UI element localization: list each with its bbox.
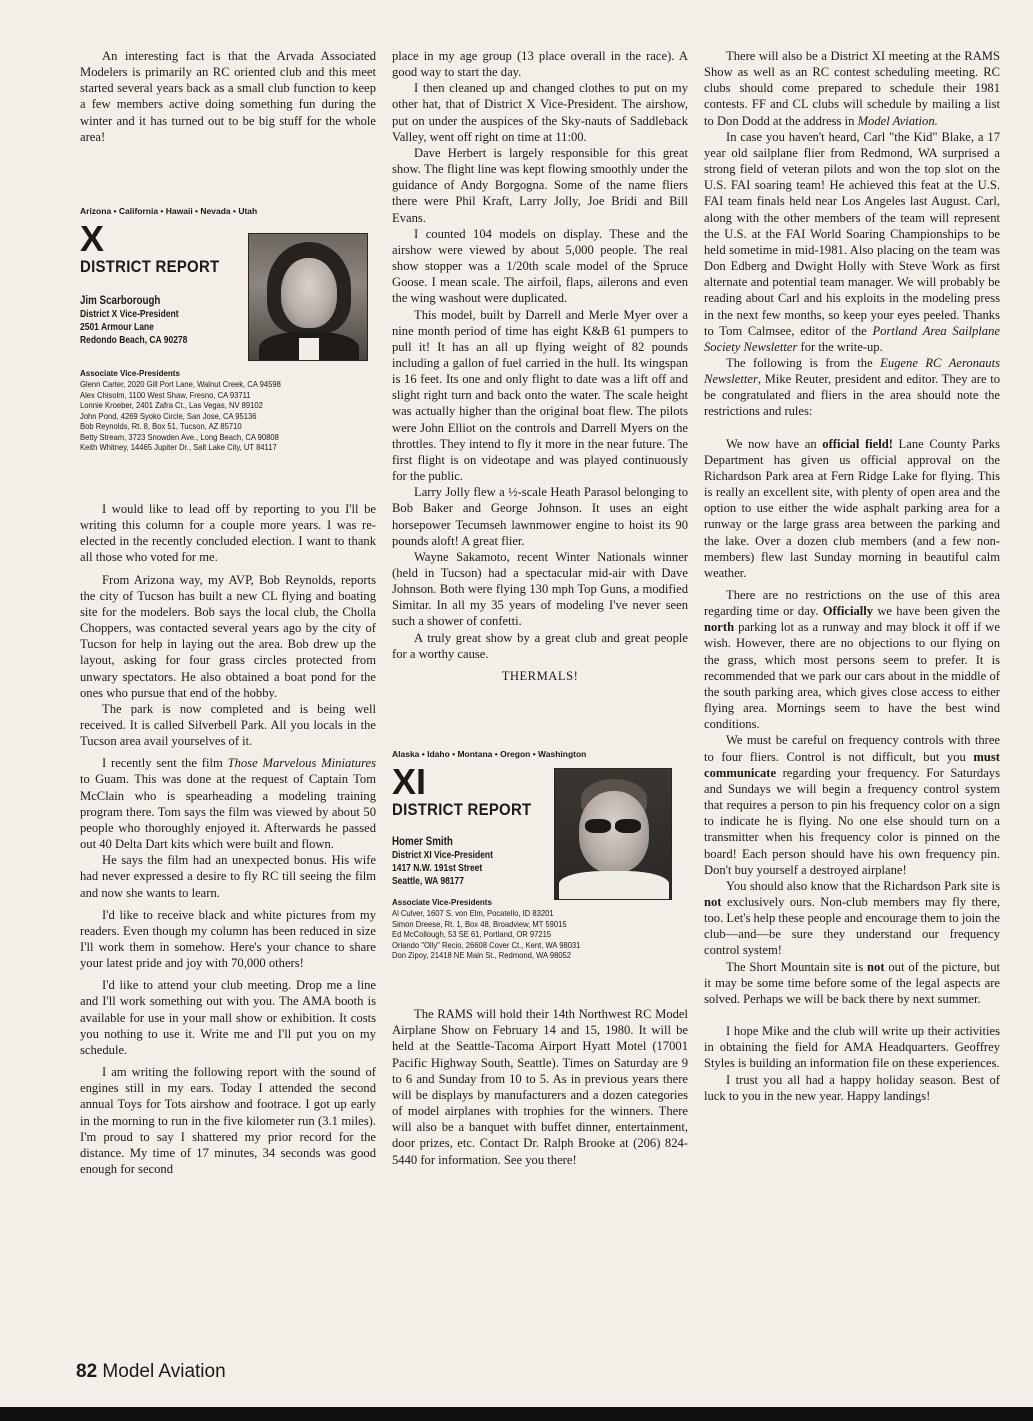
body-paragraph: The following is from the Eugene RC Aeronauts Newsletter, Mike Reuter, president and editor. They are to be congratulated and fliers in the area should note the restrictions and rules:: [704, 355, 1000, 419]
body-paragraph: I am writing the following report with the sound of engines still in my ears. Today I attended the second annual Toys for Tots airshow and footrace. I got up early in the morning to run in the five kilometer run (3.1 miles). I'm proud to say I shattered my prior record for the distance. My time of 17 minutes, 34 seconds was good enough for second: [80, 1065, 376, 1177]
district-x-states: Arizona • California • Hawaii • Nevada • Utah: [80, 205, 258, 216]
page-number: 82: [76, 1361, 98, 1382]
district-x-avp: Lonnie Kroeber, 2401 Zafra Ct., Las Vegas, NV 89102: [80, 400, 263, 411]
body-paragraph: place in my age group (13 place overall in the race). A good way to start the day.: [392, 49, 688, 80]
body-paragraph: I counted 104 models on display. These and the airshow were viewed by about 5,000 people. The real show stopper was a 1/20th scale model of the Spruce Goose. I mean scale. The airfoil, flaps, ailerons and even the wing washout were duplicated.: [392, 226, 688, 306]
body-paragraph: From Arizona way, my AVP, Bob Reynolds, reports the city of Tucson has built a new CL flying and boating site for the modelers. Bob says the local club, the Cholla Choppers, was contacted several years ago by the city of Tucson for help in laying out the area. Bob drew up the layout, asking for four grass circles protected from unwary spectators. He also obtained a boat pond for the ones who pursue that end of the hobby.: [80, 572, 376, 700]
district-x-number: X: [80, 218, 105, 260]
district-x-vp-addr1: 2501 Armour Lane: [80, 322, 154, 334]
district-xi-avp: Simon Dreese, Rt. 1, Box 48, Broadview, MT 59015: [392, 918, 567, 929]
body-paragraph: This model, built by Darrell and Merle Myer over a nine month period of time has eight K&B 61 pumpers to pull it! It has an all up flying weight of 82 pounds including a gallon of fuel carried in the hull. Its wingspan is 16 feet. Its one and only flight to date was a lift off and slight right turn and back onto the water. The scale height was actually higher than the original boat flew. The pilots were John Elliot on the controls and Darrell Myers on the throttles. They intend to fly it more in the near future. The first flight is on videotape and was played continuously for the public.: [392, 307, 688, 484]
body-paragraph: I then cleaned up and changed clothes to put on my other hat, that of District X Vice-President. The airshow, put on under the auspices of the Sky-nauts of Saddleback Valley, went off right on time at 11:00.: [392, 81, 688, 144]
body-paragraph: A truly great show by a great club and great people for a worthy cause.: [392, 630, 688, 661]
body-paragraph: We now have an official field! Lane County Parks Department has given us official approval on the Richardson Park area at Fern Ridge Lake for flying. This is really an excellent site, with plenty of open area and the option to use either the wide asphalt parking area for a runway or the large grass area between the parking and the lake. Over a dozen club members (and a few non-members) flew last Sunday morning in beautiful calm weather.: [704, 436, 1001, 580]
film-title: Those Marvelous Miniatures: [227, 756, 376, 771]
body-paragraph: I recently sent the film Those Marvelous Miniatures to Guam. This was done at the request of Captain Tom McClain who is spearheading a modeling training program there. Tom says the film was viewed by about 50 people who thoroughly enjoyed it. Afterwards he passed out 40 Delta Dart kits which were built and flown.: [80, 756, 376, 852]
district-x-avp: Betty Stream, 3723 Snowden Ave., Long Beach, CA 90808: [80, 431, 279, 442]
district-x-header: [80, 203, 376, 485]
body-paragraph: The RAMS will hold their 14th Northwest RC Model Airplane Show on February 14 and 15, 1980. It will be held at the Seattle-Tacoma Airport Hyatt Motel (17001 Pacific Highway South, Seattle). Times on Saturday are 9 to 6 and Sunday from 10 to 5. As in previous years there will be displays by manufacturers and a dozen categories of model airplanes with trophies for the winners. There will also be a banquet with buffet dinner, entertainment, door prizes, etc. Contact Dr. Ralph Brooke at (206) 824-5440 for information. See you there!: [392, 1007, 688, 1167]
newsletter-name: Eugene RC Aeronauts Newsletter: [704, 355, 1000, 387]
district-x-vp-addr2: Redondo Beach, CA 90278: [80, 335, 188, 347]
district-xi-avp: Al Culver, 1607 S. von Elm, Pocatello, ID 83201: [392, 908, 554, 919]
district-x-avp: Keith Whitney, 14465 Jupiter Dr., Salt Lake City, UT 84117: [80, 442, 277, 453]
district-xi-avp: Don Zipoy, 21418 NE Main St., Redmond, WA 98052: [392, 950, 572, 961]
district-xi-vp-addr1: 1417 N.W. 191st Street: [392, 863, 483, 875]
page-footer: [76, 1361, 226, 1383]
body-paragraph: You should also know that the Richardson Park site is not exclusively ours. Non-club members may fly there, too. Let's help these people and encourage them to join the club—and—be sure they understand our frequency control system!: [704, 878, 1000, 958]
district-x-vp-role: District X Vice-President: [80, 309, 179, 321]
district-xi-header: [392, 746, 688, 988]
body-paragraph: There are no restrictions on the use of this area regarding time or day. Officially we have been given the north parking lot as a runway and may block it off if we wish. However, there are no objections to our flying on the grass, which most persons seem to prefer. It is recommended that we park our cars about in the middle of the south parking area, which gives close access to either flying area. Mornings seem to have the best wind conditions.: [704, 588, 1000, 732]
body-paragraph: Dave Herbert is largely responsible for this great show. The flight line was kept flowing smoothly under the guidance of Andy Borgogna. Some of the name fliers there were Phil Kraft, Larry Jolly, Joe Bridi and Bill Evans.: [392, 145, 688, 225]
newsletter-name: Portland Area Sailplane Society Newsletter: [704, 323, 1000, 354]
body-paragraph: I'd like to receive black and white pictures from my readers. Even though my column has been reduced in size I'll work them in somehow. Here's your chance to share your latest pride and joy with 70,000 others!: [80, 907, 376, 971]
district-x-avp: Alex Chisolm, 1100 West Shaw, Fresno, CA 93711: [80, 389, 251, 400]
district-xi-states: Alaska • Idaho • Montana • Oregon • Washington: [392, 749, 587, 760]
body-paragraph: In case you haven't heard, Carl "the Kid" Blake, a 17 year old sailplane flier from Redmond, WA surprised a strong field of veteran pilots and won the top slot on the U.S. FAI soaring team! He achieved this feat at the U.S. FAI team finals held near Los Angeles last August. Carl, along with the other members of the team will represent the U.S. at the FAI World Soaring Championships to be held sometime in mid-1981. Also placing on the team was Don Edberg and Dwight Holly with Steve Work as first alternate and potential team manager. We will probably be reading about Carl and his exploits in the modeling press in the next few months, so keep your eyes peeled. Thanks to Tom Calmsee, editor of the Portland Area Sailplane Society Newsletter for the write-up.: [704, 129, 1000, 354]
body-paragraph: I would like to lead off by reporting to you I'll be writing this column for a couple more years. I was re-elected in the recently concluded election. I want to thank all those who voted for me.: [80, 501, 376, 565]
magazine-name: Model Aviation.: [857, 113, 938, 128]
district-xi-vp-role: District XI Vice-President: [392, 850, 493, 862]
district-xi-vp-name: Homer Smith: [392, 836, 453, 849]
district-xi-number: XI: [392, 761, 427, 803]
body-paragraph: I'd like to attend your club meeting. Drop me a line and I'll work something out with you. The AMA booth is available for use in your mall show or exhibition. It costs you nothing to use it. Write me and I'll put you on my schedule.: [80, 978, 376, 1057]
district-xi-title: DISTRICT REPORT: [392, 800, 532, 820]
district-x-avp: Glenn Carter, 2020 Gill Port Lane, Walnut Creek, CA 94598: [80, 379, 281, 390]
district-x-title: DISTRICT REPORT: [80, 257, 220, 277]
body-paragraph: Larry Jolly flew a ½-scale Heath Parasol belonging to Bob Baker and George Johnson. It uses an eight horsepower Tecumseh lawnmower engine to hoist its 90 pounds aloft! A great flier.: [392, 485, 688, 548]
district-xi-vp-addr2: Seattle, WA 98177: [392, 876, 464, 888]
district-xi-avp: Ed McCollough, 53 SE 61, Portland, OR 97215: [392, 929, 552, 940]
district-x-vp-name: Jim Scarborough: [80, 295, 161, 308]
district-xi-avp: Orlando "Olly" Recio, 26608 Cover Ct., Kent, WA 98031: [392, 939, 581, 950]
intro-paragraph: An interesting fact is that the Arvada Associated Modelers is primarily an RC oriented club and this meet started several years back as a small club function to keep a few members active doing something fun during the winter and it has turned out to be big stuff for the whole area!: [80, 49, 376, 144]
column-1: [80, 48, 376, 1177]
body-paragraph: The Short Mountain site is not out of the picture, but it may be some time before some of the legal aspects are solved. Perhaps we will be back there by next summer.: [704, 959, 1000, 1006]
body-paragraph: We must be careful on frequency controls with three to four fliers. Control is not difficult, but you must communicate regarding your frequency. For Saturdays and Sundays we will begin a frequency control system that requires a person to pin his frequency color on a sign to indicate he is flying. No one else should turn on a transmitter when his frequency color is pinned on the board! Each person should have his own frequency pin. Don't buy yourself a destroyed airplane!: [704, 733, 1000, 877]
district-x-avp: Bob Reynolds, Rt. 8, Box 51, Tucson, AZ 85710: [80, 421, 242, 432]
district-x-avp: John Pond, 4269 Syoko Circle, San Jose, CA 95136: [80, 410, 257, 421]
vp-portrait-photo: [248, 233, 368, 361]
scan-edge: [0, 1407, 1033, 1421]
body-paragraph: Wayne Sakamoto, recent Winter Nationals winner (held in Tucson) had a spectacular mid-air with Dave Johnson. Both were flying 130 mph Top Guns, a modified Simitar. In all my 35 years of modeling I've never seen such a shower of confetti.: [392, 549, 688, 629]
body-paragraph: I hope Mike and the club will write up their activities in obtaining the field for AMA Headquarters. Geoffrey Styles is building an information file on these experiences.: [704, 1024, 1000, 1071]
body-paragraph: The park is now completed and is being well received. It is called Silverbell Park. All you locals in the Tucson area avail yourselves of it.: [80, 701, 376, 749]
body-paragraph: I trust you all had a happy holiday season. Best of luck to you in the new year. Happy landings!: [704, 1072, 1000, 1103]
district-x-avp-title: Associate Vice-Presidents: [80, 369, 180, 379]
column-2: [392, 48, 688, 1168]
body-paragraph: There will also be a District XI meeting at the RAMS Show as well as an RC contest scheduling meeting. RC clubs should come prepared to schedule their 1981 contests. FF and CL clubs will schedule by mailing a list to Don Dodd at the address in Model Aviation.: [704, 49, 1000, 128]
thermals-signoff: THERMALS!: [501, 668, 579, 683]
magazine-title: Model Aviation: [102, 1361, 226, 1382]
body-paragraph: He says the film had an unexpected bonus. His wife had never expressed a desire to fly RC till seeing the film and now she wants to learn.: [80, 853, 376, 900]
district-xi-avp-title: Associate Vice-Presidents: [392, 898, 492, 908]
vp-portrait-photo: [554, 768, 672, 900]
column-3: [704, 48, 1000, 1104]
